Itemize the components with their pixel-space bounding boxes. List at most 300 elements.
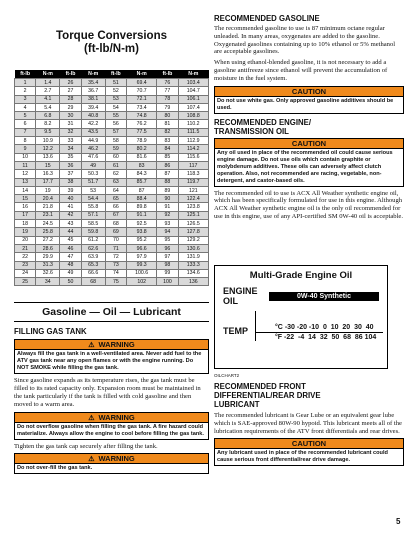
torque-table-body — [15, 79, 209, 286]
table-cell: 88 — [157, 178, 178, 186]
caution-header: CAUTION — [214, 86, 404, 96]
table-cell: 102 — [126, 278, 156, 286]
table-cell: 88.4 — [126, 195, 156, 203]
left-column — [14, 30, 209, 474]
table-cell: 92 — [157, 211, 178, 219]
table-cell: 17.7 — [36, 178, 60, 186]
table-cell: 57.1 — [81, 211, 105, 219]
table-cell: 84.3 — [126, 170, 156, 178]
table-cell: 77.5 — [126, 128, 156, 136]
table-cell: 24.5 — [36, 220, 60, 228]
table-cell: 85 — [157, 153, 178, 161]
table-cell: 16 — [15, 203, 36, 211]
table-row — [15, 253, 209, 261]
engine-oil-heading — [214, 118, 404, 136]
table-cell: 78 — [157, 95, 178, 103]
table-cell: 70.7 — [126, 87, 156, 95]
table-cell: 73.4 — [126, 103, 156, 111]
table-cell: 56 — [105, 120, 126, 128]
table-cell: 21 — [15, 244, 36, 252]
table-cell: 50.3 — [81, 170, 105, 178]
table-cell: 58 — [105, 137, 126, 145]
table-cell: 44.9 — [81, 137, 105, 145]
recommended-gasoline-heading: RECOMMENDED GASOLINE — [214, 14, 320, 23]
table-cell: 72 — [105, 253, 126, 261]
table-row — [15, 203, 209, 211]
table-row — [15, 87, 209, 95]
differential-section — [214, 382, 404, 466]
table-cell: 49 — [81, 161, 105, 169]
table-cell: 61 — [105, 161, 126, 169]
tighten-cap-text: Tighten the gas tank cap securely after filling the tank. — [14, 442, 158, 450]
torque-column-header: ft-lb — [157, 70, 178, 79]
warning-text: Do not over-fill the gas tank. — [14, 463, 209, 474]
table-row — [15, 261, 209, 269]
table-cell: 98 — [157, 261, 178, 269]
table-cell: 70 — [105, 236, 126, 244]
differential-heading-line2: DIFFERENTIAL/REAR DRIVE — [214, 391, 321, 400]
table-row — [15, 95, 209, 103]
oil-grade-bar: 0W-40 Synthetic — [269, 292, 379, 301]
table-row — [15, 211, 209, 219]
table-cell: 100.6 — [126, 269, 156, 277]
table-cell: 38 — [60, 178, 81, 186]
table-cell: 78.9 — [126, 137, 156, 145]
table-cell: 11 — [15, 161, 36, 169]
table-cell: 10 — [15, 153, 36, 161]
table-cell: 62.6 — [81, 244, 105, 252]
table-row — [15, 170, 209, 178]
table-cell: 14 — [15, 186, 36, 194]
table-cell: 110.2 — [178, 120, 208, 128]
table-cell: 103.4 — [178, 79, 208, 87]
table-cell: 51.7 — [81, 178, 105, 186]
filling-body-text: Since gasoline expands as its temperature rises, the gas tank must be filled to its rated capacity only. Expansion room must be maintained in the tank particularly if the tank is filled with cold gasoline and then moved to a warm area. — [14, 377, 201, 408]
table-cell: 39 — [60, 186, 81, 194]
table-cell: 95.2 — [126, 236, 156, 244]
table-row — [15, 79, 209, 87]
table-cell: 107.4 — [178, 103, 208, 111]
torque-table-header — [15, 70, 209, 79]
table-cell: 130.6 — [178, 244, 208, 252]
table-cell: 13 — [15, 178, 36, 186]
engine-oil-body: The recommended oil to use is ACX All Weather synthetic engine oil, which has been specifically formulated for use in this engine. Although ACX All Weather synthetic engine oil is the only oil recommended for use in this engine, use of any API-certified SM 0W-40 oil is acceptable. — [214, 189, 403, 220]
oil-chart-axis-horizontal — [255, 332, 383, 333]
table-cell: 80.2 — [126, 145, 156, 153]
table-cell: 35 — [60, 153, 81, 161]
table-cell: 27 — [60, 87, 81, 95]
warning-label: WARNING — [98, 412, 135, 422]
warning-box-1 — [14, 339, 209, 374]
table-cell: 41 — [60, 203, 81, 211]
warning-triangle-icon: ⚠ — [88, 456, 95, 464]
table-cell: 16.3 — [36, 170, 60, 178]
table-cell: 95 — [157, 236, 178, 244]
table-cell: 125.1 — [178, 211, 208, 219]
table-cell: 133.3 — [178, 261, 208, 269]
table-cell: 54 — [105, 103, 126, 111]
table-cell: 24 — [15, 269, 36, 277]
table-cell: 34 — [36, 278, 60, 286]
table-cell: 59 — [105, 145, 126, 153]
torque-column-header: N-m — [36, 70, 60, 79]
torque-column-header: N-m — [178, 70, 208, 79]
oil-chart-temp-label: TEMP — [223, 326, 249, 336]
table-cell: 127.8 — [178, 228, 208, 236]
differential-heading-line3: LUBRICANT — [214, 400, 260, 409]
table-cell: 55 — [105, 112, 126, 120]
table-cell: 28 — [60, 95, 81, 103]
table-cell: 62 — [105, 170, 126, 178]
table-cell: 74 — [105, 269, 126, 277]
page-number: 5 — [396, 517, 401, 526]
table-cell: 99.3 — [126, 261, 156, 269]
table-cell: 31.3 — [36, 261, 60, 269]
table-cell: 12 — [15, 170, 36, 178]
oil-chart-code: OILCHART2 — [214, 373, 240, 378]
table-cell: 47 — [60, 253, 81, 261]
engine-label-line2: OIL — [223, 296, 238, 306]
table-cell: 126.5 — [178, 220, 208, 228]
table-cell: 117 — [178, 161, 208, 169]
table-cell: 69.4 — [126, 79, 156, 87]
table-cell: 65 — [105, 195, 126, 203]
oil-chart-engine-label — [223, 286, 258, 306]
table-cell: 94 — [157, 228, 178, 236]
table-cell: 63 — [105, 178, 126, 186]
table-cell: 46 — [60, 244, 81, 252]
table-cell: 111.5 — [178, 128, 208, 136]
table-cell: 32.6 — [36, 269, 60, 277]
table-cell: 8.2 — [36, 120, 60, 128]
warning-triangle-icon: ⚠ — [88, 342, 95, 350]
differential-heading — [214, 382, 404, 409]
caution-box-gasoline — [214, 86, 404, 114]
caution-text: Any lubricant used in place of the recommended lubricant could cause serious front differential/rear drive damage. — [214, 448, 404, 466]
table-row — [15, 103, 209, 111]
table-cell: 129.2 — [178, 236, 208, 244]
table-cell: 64 — [105, 186, 126, 194]
engine-oil-heading-line2: TRANSMISSION OIL — [214, 126, 289, 136]
table-cell: 39.4 — [81, 103, 105, 111]
table-row — [15, 112, 209, 120]
fahrenheit-scale — [275, 334, 376, 342]
table-cell: 68 — [81, 278, 105, 286]
table-cell: 77 — [157, 87, 178, 95]
table-cell: 6 — [15, 120, 36, 128]
torque-column-header: ft-lb — [60, 70, 81, 79]
table-row — [15, 236, 209, 244]
table-row — [15, 195, 209, 203]
warning-box-3 — [14, 453, 209, 474]
table-row — [15, 244, 209, 252]
warning-text: Always fill the gas tank in a well-ventilated area. Never add fuel to the ATV gas tank near any open flames or with the engine running. Do NOT SMOKE while filling the gas tank. — [14, 349, 209, 374]
table-cell: 5.4 — [36, 103, 60, 111]
table-cell: 87 — [157, 170, 178, 178]
table-cell: 19 — [15, 228, 36, 236]
table-cell: 7 — [15, 128, 36, 136]
table-cell: 4.1 — [36, 95, 60, 103]
table-cell: 27.2 — [36, 236, 60, 244]
table-cell: 80 — [157, 112, 178, 120]
table-cell: 37 — [60, 170, 81, 178]
table-cell: 40.8 — [81, 112, 105, 120]
gasoline-section-title — [14, 306, 209, 318]
table-cell: 114.2 — [178, 145, 208, 153]
table-cell: 75 — [105, 278, 126, 286]
celsius-scale — [275, 324, 374, 332]
table-row — [15, 220, 209, 228]
table-cell: 68 — [105, 220, 126, 228]
table-cell: 20 — [15, 236, 36, 244]
caution-text: Do not use white gas. Only approved gasoline additives should be used. — [214, 96, 404, 114]
caution-box-engine-oil — [214, 138, 404, 187]
table-cell: 51 — [105, 79, 126, 87]
table-cell: 83 — [126, 161, 156, 169]
table-cell: 84 — [157, 145, 178, 153]
table-cell: 122.4 — [178, 195, 208, 203]
fahrenheit-unit: °F — [275, 334, 283, 341]
table-cell: 100 — [157, 278, 178, 286]
gasoline-section-title-text: Gasoline — Oil — Lubricant — [42, 306, 181, 319]
table-cell: 131.9 — [178, 253, 208, 261]
table-cell: 61.2 — [81, 236, 105, 244]
table-cell: 43 — [60, 220, 81, 228]
table-cell: 134.6 — [178, 269, 208, 277]
table-cell: 60 — [105, 153, 126, 161]
table-cell: 22 — [15, 253, 36, 261]
torque-title — [14, 30, 209, 56]
table-cell: 4 — [15, 103, 36, 111]
warning-header — [14, 339, 209, 349]
celsius-values: -30 -20 -10 0 10 20 30 40 — [284, 324, 374, 331]
table-cell: 82 — [157, 128, 178, 136]
warning-header — [14, 453, 209, 463]
celsius-unit: °C — [275, 324, 283, 331]
table-row — [15, 128, 209, 136]
table-row — [15, 269, 209, 277]
table-cell: 66.6 — [81, 269, 105, 277]
table-row — [15, 145, 209, 153]
table-cell: 97 — [157, 253, 178, 261]
table-cell: 76.2 — [126, 120, 156, 128]
table-cell: 49 — [60, 269, 81, 277]
table-row — [15, 137, 209, 145]
table-cell: 123.8 — [178, 203, 208, 211]
table-cell: 47.6 — [81, 153, 105, 161]
table-row — [15, 153, 209, 161]
table-cell: 89.8 — [126, 203, 156, 211]
differential-heading-line1: RECOMMENDED FRONT — [214, 382, 306, 391]
table-cell: 90 — [157, 195, 178, 203]
torque-column-header: N-m — [81, 70, 105, 79]
table-cell: 23.1 — [36, 211, 60, 219]
table-cell: 86 — [157, 161, 178, 169]
table-cell: 18 — [15, 220, 36, 228]
table-cell: 48 — [60, 261, 81, 269]
table-cell: 79 — [157, 103, 178, 111]
table-cell: 76 — [157, 79, 178, 87]
right-column — [214, 14, 404, 221]
table-row — [15, 120, 209, 128]
warning-label: WARNING — [98, 454, 135, 464]
table-cell: 8 — [15, 137, 36, 145]
table-cell: 32 — [60, 128, 81, 136]
table-cell: 17 — [15, 211, 36, 219]
caution-text: Any oil used in place of the recommended oil could cause serious engine damage. Do not use oils which contain graphite or molybdenum additives. These oils can adversely affect clutch operation. Also, not recommended are racing, vegetable, non-detergent, and castor-based oils. — [214, 148, 404, 187]
table-cell: 81.6 — [126, 153, 156, 161]
table-cell: 65.3 — [81, 261, 105, 269]
table-cell: 73 — [105, 261, 126, 269]
table-cell: 42 — [60, 211, 81, 219]
warning-box-2 — [14, 412, 209, 440]
table-cell: 23 — [15, 261, 36, 269]
filling-gas-tank-heading: FILLING GAS TANK — [14, 327, 87, 337]
torque-column-header: N-m — [126, 70, 156, 79]
table-row — [15, 178, 209, 186]
gasoline-paragraph-2: When using ethanol-blended gasoline, it is not necessary to add a gasoline antifreeze since ethanol will prevent the accumulation of moisture in the fuel system. — [214, 59, 388, 82]
table-cell: 13.6 — [36, 153, 60, 161]
table-cell: 3 — [15, 95, 36, 103]
oil-chart-title: Multi-Grade Engine Oil — [249, 270, 353, 281]
table-cell: 30 — [60, 112, 81, 120]
table-cell: 66 — [105, 203, 126, 211]
table-cell: 19 — [36, 186, 60, 194]
table-cell: 55.8 — [81, 203, 105, 211]
table-cell: 104.7 — [178, 87, 208, 95]
table-cell: 96 — [157, 244, 178, 252]
warning-triangle-icon: ⚠ — [88, 414, 95, 422]
table-cell: 28.6 — [36, 244, 60, 252]
table-cell: 25 — [15, 278, 36, 286]
table-cell: 71 — [105, 244, 126, 252]
table-cell: 53 — [105, 95, 126, 103]
gasoline-paragraph-1: The recommended gasoline to use is 87 minimum octane regular unleaded. In many areas, oxygenates are added to the gasoline. Oxygenated gasolines containing up to 10% ethanol or 5% methanol are acceptable gasolines. — [214, 25, 396, 56]
table-cell: 83 — [157, 137, 178, 145]
table-cell: 121 — [178, 186, 208, 194]
table-cell: 52 — [105, 87, 126, 95]
table-cell: 33 — [60, 137, 81, 145]
torque-title-line2: (ft-lb/N-m) — [84, 43, 139, 55]
table-cell: 25.8 — [36, 228, 60, 236]
warning-label: WARNING — [98, 340, 135, 350]
torque-title-line1: Torque Conversions — [56, 30, 167, 42]
differential-body: The recommended lubricant is Gear Lube or an equivalent gear lube which is SAE-approved 80W-90 hypoid. This lubricant meets all of the lubrication requirements of the ATV front differentials and rear drives. — [214, 412, 402, 435]
table-cell: 97.9 — [126, 253, 156, 261]
table-cell: 96.6 — [126, 244, 156, 252]
warning-header — [14, 412, 209, 422]
table-row — [15, 228, 209, 236]
table-cell: 63.9 — [81, 253, 105, 261]
caution-box-differential — [214, 438, 404, 466]
table-cell: 42.2 — [81, 120, 105, 128]
table-cell: 87 — [126, 186, 156, 194]
table-cell: 106.1 — [178, 95, 208, 103]
section-divider — [14, 302, 209, 303]
engine-oil-heading-line1: RECOMMENDED ENGINE/ — [214, 117, 312, 127]
table-cell: 21.8 — [36, 203, 60, 211]
table-cell: 40 — [60, 195, 81, 203]
caution-header: CAUTION — [214, 138, 404, 148]
table-cell: 2.7 — [36, 87, 60, 95]
table-cell: 31 — [60, 120, 81, 128]
table-cell: 2 — [15, 87, 36, 95]
table-cell: 43.5 — [81, 128, 105, 136]
table-cell: 1.4 — [36, 79, 60, 87]
warning-text: Do not overflow gasoline when filling the gas tank. A fire hazard could materialize. Always allow the engine to cool before filling the gas tank. — [14, 422, 209, 440]
table-row — [15, 186, 209, 194]
oil-chart — [214, 265, 388, 369]
table-cell: 15 — [15, 195, 36, 203]
table-cell: 9.5 — [36, 128, 60, 136]
table-cell: 57 — [105, 128, 126, 136]
table-cell: 44 — [60, 228, 81, 236]
torque-table — [14, 70, 209, 286]
table-cell: 72.1 — [126, 95, 156, 103]
table-cell: 58.5 — [81, 220, 105, 228]
table-cell: 74.8 — [126, 112, 156, 120]
table-cell: 26 — [60, 79, 81, 87]
table-cell: 53 — [81, 186, 105, 194]
table-cell: 67 — [105, 211, 126, 219]
caution-header: CAUTION — [214, 438, 404, 448]
table-cell: 92.5 — [126, 220, 156, 228]
table-cell: 34 — [60, 145, 81, 153]
table-cell: 108.8 — [178, 112, 208, 120]
table-row — [15, 161, 209, 169]
table-cell: 99 — [157, 269, 178, 277]
table-cell: 93.8 — [126, 228, 156, 236]
table-cell: 69 — [105, 228, 126, 236]
section-divider — [14, 321, 209, 322]
table-cell: 36 — [60, 161, 81, 169]
table-cell: 36.7 — [81, 87, 105, 95]
table-cell: 15 — [36, 161, 60, 169]
table-cell: 54.4 — [81, 195, 105, 203]
fahrenheit-values: -22 -4 14 32 50 68 86 104 — [284, 334, 377, 341]
table-cell: 29 — [60, 103, 81, 111]
table-cell: 35.4 — [81, 79, 105, 87]
table-cell: 93 — [157, 220, 178, 228]
table-row — [15, 278, 209, 286]
table-cell: 136 — [178, 278, 208, 286]
table-cell: 1 — [15, 79, 36, 87]
table-cell: 20.4 — [36, 195, 60, 203]
table-cell: 85.7 — [126, 178, 156, 186]
table-cell: 29.9 — [36, 253, 60, 261]
table-cell: 89 — [157, 186, 178, 194]
table-cell: 38.1 — [81, 95, 105, 103]
table-cell: 81 — [157, 120, 178, 128]
table-cell: 12.2 — [36, 145, 60, 153]
table-cell: 46.2 — [81, 145, 105, 153]
torque-column-header: ft-lb — [105, 70, 126, 79]
table-cell: 9 — [15, 145, 36, 153]
table-cell: 45 — [60, 236, 81, 244]
table-cell: 59.8 — [81, 228, 105, 236]
oil-chart-axis-vertical — [255, 311, 256, 341]
table-cell: 91.1 — [126, 211, 156, 219]
table-cell: 115.6 — [178, 153, 208, 161]
table-cell: 91 — [157, 203, 178, 211]
table-cell: 118.3 — [178, 170, 208, 178]
table-cell: 10.9 — [36, 137, 60, 145]
table-cell: 112.9 — [178, 137, 208, 145]
torque-column-header: ft-lb — [15, 70, 36, 79]
table-cell: 6.8 — [36, 112, 60, 120]
table-cell: 119.7 — [178, 178, 208, 186]
table-cell: 50 — [60, 278, 81, 286]
